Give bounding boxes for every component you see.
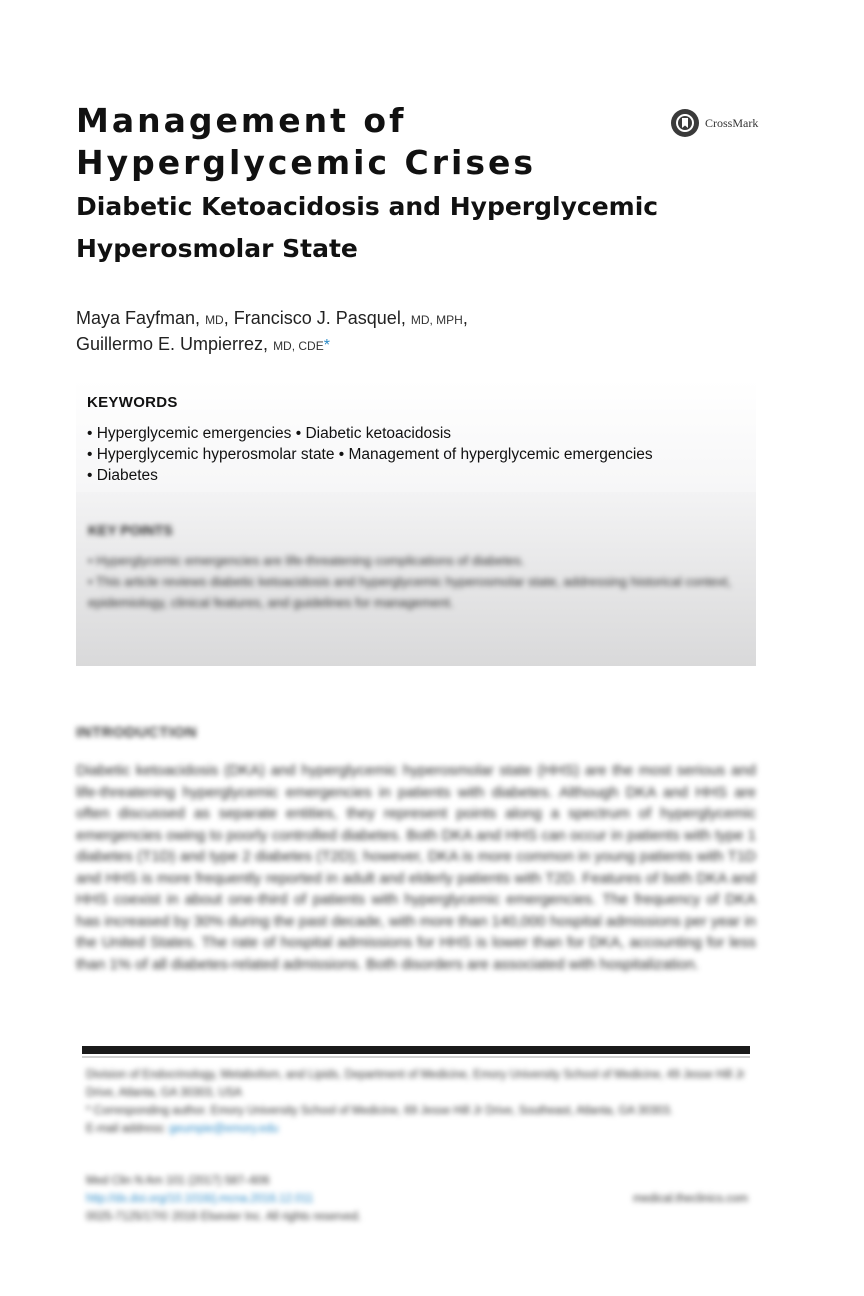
keywords-list <box>87 423 752 486</box>
affiliation-note: Division of Endocrinology, Metabolism, and Lipids, Department of Medicine, Emory University School of Medicine, 49 Jesse Hill Jr Drive, Atlanta, GA 30303, USA <box>86 1069 745 1099</box>
journal-citation: Med Clin N Am 101 (2017) 587–606 <box>86 1175 270 1187</box>
crossmark-label: CrossMark <box>705 115 759 130</box>
keywords-line: • Hyperglycemic emergencies • Diabetic ketoacidosis <box>87 425 452 442</box>
email-label: E-mail address: <box>86 1123 166 1135</box>
key-points-heading: KEY POINTS <box>88 522 173 538</box>
journal-site[interactable]: medical.theclinics.com <box>632 1193 748 1205</box>
author-line-2 <box>76 332 776 358</box>
crossmark-badge[interactable] <box>671 108 758 138</box>
crossmark-icon <box>671 109 699 137</box>
author-degree: MD, CDE <box>273 339 324 353</box>
doi-row <box>86 1190 748 1208</box>
doi-link[interactable]: http://dx.doi.org/10.1016/j.mcna.2016.12.011 <box>86 1193 314 1205</box>
footnote-divider-thin <box>82 1056 750 1058</box>
article-title: Management of Hyperglycemic Crises <box>76 101 537 182</box>
keywords-line: • Hyperglycemic hyperosmolar state • Management of hyperglycemic emergencies <box>87 446 653 463</box>
introduction-heading: INTRODUCTION <box>76 724 197 741</box>
corresponding-author-marker[interactable]: * <box>323 337 330 354</box>
author-degree: MD, MPH <box>410 313 463 327</box>
article-subtitle: Diabetic Ketoacidosis and Hyperglycemic Hyperosmolar State <box>76 192 659 263</box>
issn-copyright: 0025-7125/17/© 2016 Elsevier Inc. All rights reserved. <box>86 1211 362 1223</box>
key-point: • Hyperglycemic emergencies are life-threatening complications of diabetes. <box>88 553 525 568</box>
keywords-heading: KEYWORDS <box>87 394 178 411</box>
email-link[interactable]: geumpie@emory.edu <box>169 1123 279 1135</box>
footnotes <box>86 1066 748 1138</box>
author-degree: MD <box>205 313 224 327</box>
author-name: Maya Fayfman, <box>76 308 201 328</box>
author-name: Francisco J. Pasquel, <box>233 308 406 328</box>
keywords-line: • Diabetes <box>87 467 158 484</box>
footnote-divider <box>82 1046 750 1054</box>
author-list <box>76 306 776 358</box>
publication-info <box>86 1172 748 1226</box>
introduction-body: Diabetic ketoacidosis (DKA) and hyperglycemic hyperosmolar state (HHS) are the most serious and life-threatening hyperglycemic emergencies in patients with diabetes. Although DKA and HHS are often discussed as separate entities, they represent points along a spectrum of hyperglycemic emergencies owing to poorly controlled diabetes. Both DKA and HHS can occur in patients with type 1 diabetes (T1D) and type 2 diabetes (T2D); however, DKA is more common in young patients with T1D and HHS is more frequently reported in adult and elderly patients with T2D. Features of both DKA and HHS coexist in about one-third of patients with hyperglycemic emergencies. The frequency of DKA has increased by 30% during the past decade, with more than 140,000 hospital admissions per year in the United States. The rate of hospital admissions for HHS is lower than for DKA, accounting for less than 1% of all diabetes-related admissions. Both disorders are associated with hospitalization. <box>76 762 756 973</box>
email-line <box>86 1120 748 1138</box>
author-name: Guillermo E. Umpierrez, <box>76 334 269 354</box>
key-points-list <box>88 550 738 613</box>
correspondence-note: * Corresponding author. Emory University School of Medicine, 69 Jesse Hill Jr Drive, Southeast, Atlanta, GA 30303. <box>86 1105 673 1117</box>
keywords-panel <box>76 380 756 492</box>
key-point: • This article reviews diabetic ketoacidosis and hyperglycemic hyperosmolar state, addressing historical context, epidemiology, clinical features, and guidelines for management. <box>88 574 732 610</box>
key-points-panel <box>76 492 756 666</box>
author-line-1: Maya Fayfman, MD, Francisco J. Pasquel, MD, MPH, <box>76 308 468 328</box>
